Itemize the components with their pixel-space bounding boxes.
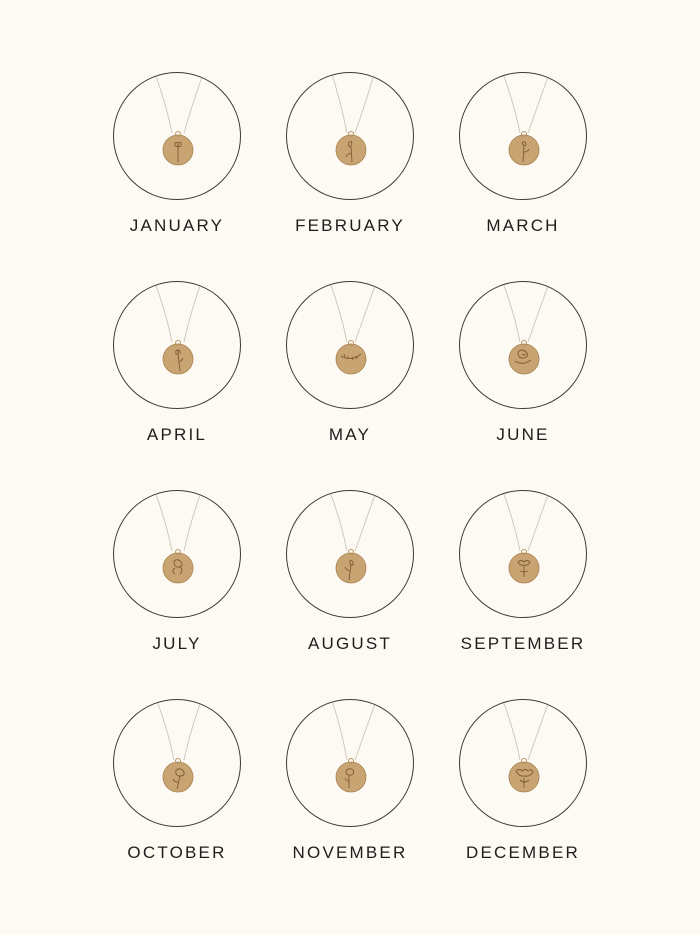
daffodil-icon bbox=[460, 73, 587, 200]
necklace-october bbox=[88, 699, 268, 899]
necklace-june bbox=[434, 281, 614, 481]
month-label: NOVEMBER bbox=[292, 843, 408, 862]
necklace-circle-frame bbox=[459, 281, 587, 409]
necklace-april bbox=[88, 281, 268, 481]
larkspur-icon bbox=[114, 491, 241, 618]
necklace-july bbox=[88, 490, 268, 690]
daisy-icon bbox=[114, 282, 241, 409]
necklace-circle-frame bbox=[459, 699, 587, 827]
month-label: FEBRUARY bbox=[295, 216, 405, 235]
necklace-circle-frame bbox=[113, 699, 241, 827]
month-label: OCTOBER bbox=[127, 843, 227, 862]
aster-icon bbox=[460, 491, 587, 618]
necklace-september bbox=[434, 490, 614, 690]
necklace-january bbox=[88, 72, 268, 272]
month-label: JANUARY bbox=[129, 216, 225, 235]
necklace-circle-frame bbox=[286, 699, 414, 827]
gladiolus-icon bbox=[287, 491, 414, 618]
month-label: MARCH bbox=[486, 216, 560, 235]
narcissus-icon bbox=[460, 700, 587, 827]
necklace-march bbox=[434, 72, 614, 272]
necklace-circle-frame bbox=[286, 281, 414, 409]
necklace-november bbox=[261, 699, 441, 899]
necklace-may bbox=[261, 281, 441, 481]
rose-icon bbox=[460, 282, 587, 409]
necklace-circle-frame bbox=[113, 490, 241, 618]
necklace-february bbox=[261, 72, 441, 272]
necklace-circle-frame bbox=[113, 281, 241, 409]
necklace-circle-frame bbox=[459, 490, 587, 618]
month-label: JUNE bbox=[496, 425, 550, 444]
necklace-circle-frame bbox=[286, 490, 414, 618]
violet-icon bbox=[287, 73, 414, 200]
necklace-circle-frame bbox=[113, 72, 241, 200]
month-label: DECEMBER bbox=[466, 843, 580, 862]
month-label: AUGUST bbox=[307, 634, 393, 653]
necklace-december bbox=[434, 699, 614, 899]
lily-of-the-valley-icon bbox=[287, 282, 414, 409]
marigold-icon bbox=[114, 700, 241, 827]
necklace-circle-frame bbox=[459, 72, 587, 200]
chrysanthemum-icon bbox=[287, 700, 414, 827]
month-label: SEPTEMBER bbox=[460, 634, 586, 653]
carnation-icon bbox=[114, 73, 241, 200]
month-label: APRIL bbox=[146, 425, 208, 444]
month-label: JULY bbox=[152, 634, 202, 653]
necklace-circle-frame bbox=[286, 72, 414, 200]
necklace-august bbox=[261, 490, 441, 690]
month-label: MAY bbox=[328, 425, 372, 444]
